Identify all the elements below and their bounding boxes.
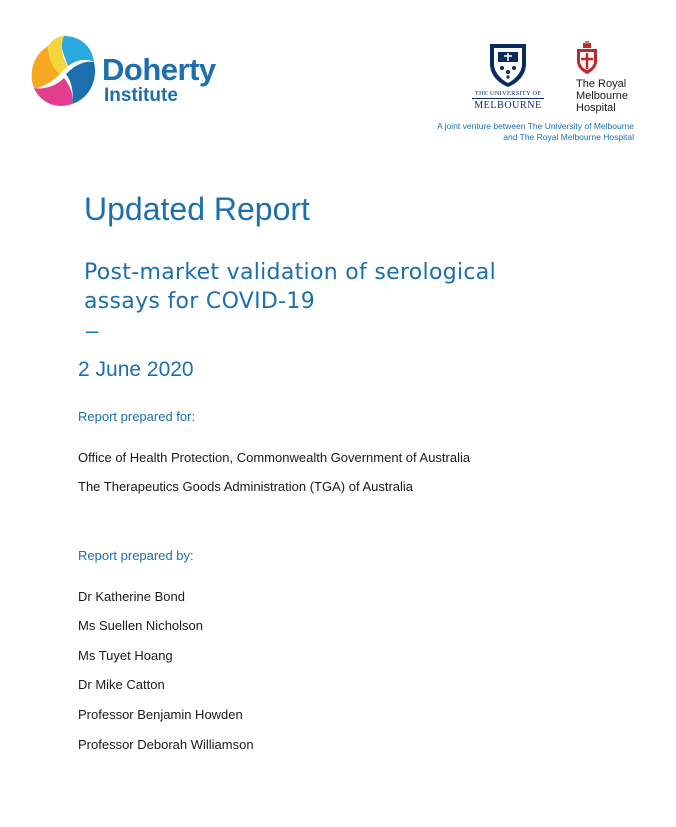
author-name: Professor Benjamin Howden (78, 707, 243, 722)
rmh-logo-line: The Royal (576, 78, 627, 90)
report-subtitle (84, 258, 496, 316)
author-name: Ms Tuyet Hoang (78, 648, 173, 663)
title-dash: – (86, 318, 99, 343)
doherty-logo-subname: Institute (104, 85, 178, 106)
prepared-by-heading: Report prepared by: (78, 548, 194, 563)
author-name: Dr Mike Catton (78, 677, 165, 692)
author-name: Ms Suellen Nicholson (78, 618, 204, 633)
prepared-for-item: The Therapeutics Goods Administration (TGA) of Australia (78, 479, 414, 494)
author-name: Dr Katherine Bond (78, 589, 185, 604)
report-date: 2 June 2020 (78, 358, 194, 381)
prepared-for-heading: Report prepared for: (78, 409, 196, 424)
unimelb-logo-divider (472, 98, 544, 99)
author-name: Professor Deborah Williamson (78, 737, 254, 752)
joint-venture-line: A joint venture between The University of Melbourne (437, 121, 634, 131)
rmh-logo-name (576, 78, 628, 114)
joint-venture-line: and The Royal Melbourne Hospital (503, 132, 634, 142)
rmh-logo-line: Melbourne (576, 90, 628, 102)
report-subtitle-line: Post-market validation of serological (84, 260, 496, 285)
rmh-crest-icon (575, 41, 599, 80)
doherty-logo-name: Doherty (102, 52, 216, 87)
rmh-logo-line: Hospital (576, 102, 616, 114)
prepared-for-item: Office of Health Protection, Commonwealth Government of Australia (78, 450, 471, 465)
doherty-logo-mark (28, 32, 100, 110)
report-subtitle-line: assays for COVID-19 (84, 289, 316, 314)
joint-venture-note (410, 121, 634, 143)
doherty-logo (28, 32, 100, 110)
unimelb-logo-line1: THE UNIVERSITY OF (474, 90, 542, 97)
unimelb-logo-line2: MELBOURNE (474, 100, 542, 111)
report-title: Updated Report (84, 191, 310, 227)
unimelb-crest-icon (484, 40, 532, 93)
